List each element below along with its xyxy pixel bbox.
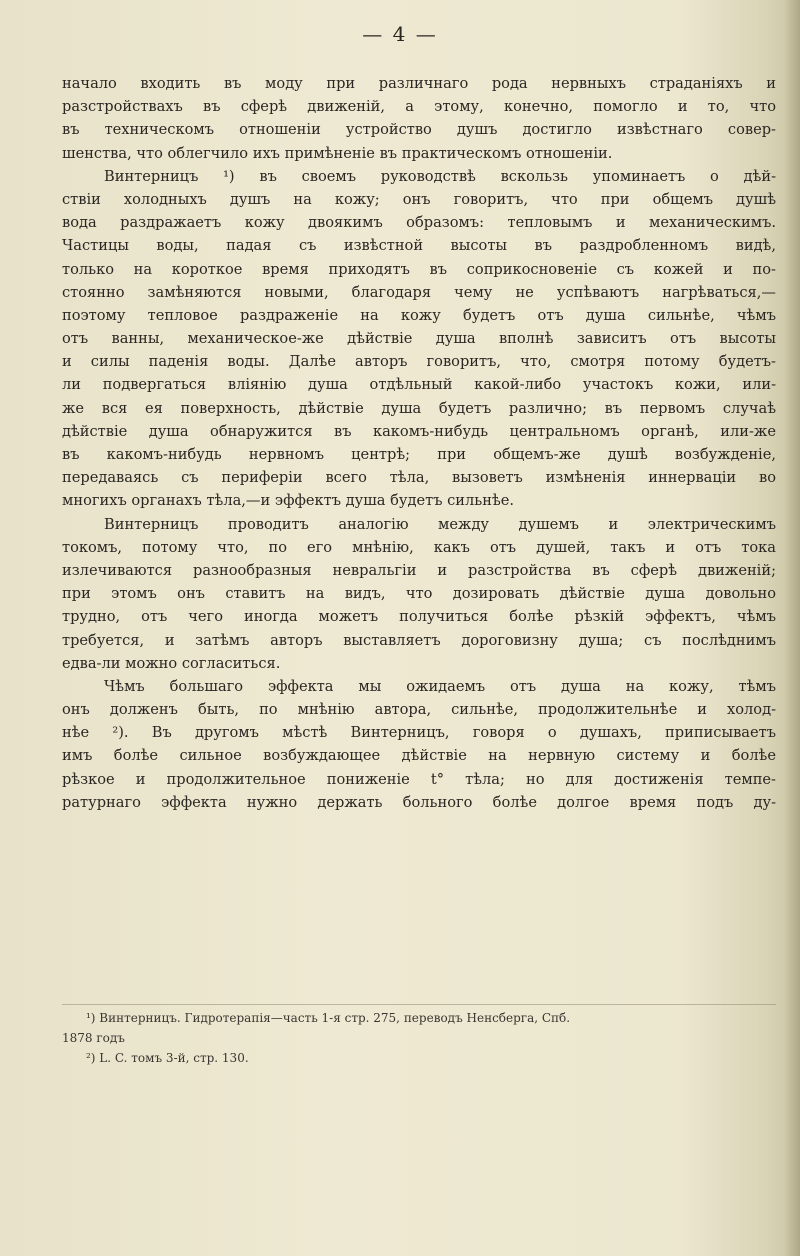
text-line: многихъ органахъ тѣла,—и эффектъ душа будетъ сильнѣе. — [62, 492, 515, 510]
text-line: онъ долженъ быть, по мнѣнію автора, сильнѣе, продолжительнѣе и холод- — [62, 701, 776, 719]
text-line: едва-ли можно согласиться. — [62, 654, 281, 672]
text-line: имъ болѣе сильное возбуждающее дѣйствіе на нервную систему и болѣе — [62, 747, 776, 765]
text-line: Частицы воды, падая съ извѣстной высоты въ раздробленномъ видѣ, — [62, 237, 776, 255]
text-line: Винтерницъ проводитъ аналогію между душемъ и электрическимъ — [104, 515, 776, 533]
text-line: въ техническомъ отношеніи устройство душъ достигло извѣстнаго совер- — [62, 121, 776, 139]
text-line: отъ ванны, механическое-же дѣйствіе душа вполнѣ зависитъ отъ высоты — [62, 330, 776, 348]
footnotes — [62, 1008, 776, 1068]
text-line: разстройствахъ въ сферѣ движеній, а этому, конечно, помогло и то, что — [62, 98, 776, 116]
text-line: стоянно замѣняются новыми, благодаря чему не успѣваютъ нагрѣваться,— — [62, 283, 776, 301]
text-line: поэтому тепловое раздраженіе на кожу будетъ отъ душа сильнѣе, чѣмъ — [62, 306, 776, 324]
text-line: только на короткое время приходятъ въ соприкосновеніе съ кожей и по- — [62, 260, 776, 278]
text-line: трудно, отъ чего иногда можетъ получиться болѣе рѣзкій эффектъ, чѣмъ — [62, 608, 776, 626]
page-edge-shadow — [784, 0, 800, 1256]
footnote-divider — [62, 1004, 776, 1005]
text-line: излечиваются разнообразныя невральгіи и разстройства въ сферѣ движеній; — [62, 561, 776, 579]
text-line: Чѣмъ большаго эффекта мы ожидаемъ отъ душа на кожу, тѣмъ — [104, 677, 776, 695]
footnote-line: ²) L. C. томъ 3-й, стр. 130. — [86, 1051, 249, 1065]
text-line: начало входить въ моду при различнаго рода нервныхъ страданіяхъ и — [62, 75, 776, 92]
text-line: передаваясь съ периферіи всего тѣла, вызоветъ измѣненія иннерваціи во — [62, 469, 776, 487]
text-line: токомъ, потому что, по его мнѣнію, какъ отъ душей, такъ и отъ тока — [62, 538, 776, 556]
footnote-line: 1878 годъ — [62, 1031, 125, 1045]
text-line: и силы паденія воды. Далѣе авторъ говоритъ, что, смотря потому будетъ- — [62, 353, 776, 371]
text-line: Винтерницъ ¹) въ своемъ руководствѣ вскользь упоминаетъ о дѣй- — [104, 167, 776, 185]
text-line: нѣе ²). Въ другомъ мѣстѣ Винтерницъ, говоря о душахъ, приписываетъ — [62, 724, 776, 742]
text-line: вода раздражаетъ кожу двоякимъ образомъ: тепловымъ и механическимъ. — [62, 214, 776, 232]
page-number: — 4 — — [362, 22, 438, 46]
text-line: шенства, что облегчило ихъ примѣненіе въ практическомъ отношеніи. — [62, 144, 613, 162]
text-line: требуется, и затѣмъ авторъ выставляетъ дороговизну душа; съ послѣднимъ — [62, 631, 776, 649]
text-line: дѣйствіе душа обнаружится въ какомъ-нибудь центральномъ органѣ, или-же — [62, 422, 776, 440]
text-line: рѣзкое и продолжительное пониженіе t° тѣла; но для достиженія темпе- — [62, 770, 776, 788]
text-line: въ какомъ-нибудь нервномъ центрѣ; при общемъ-же душѣ возбужденіе, — [62, 446, 776, 463]
text-line: ратурнаго эффекта нужно держать больного болѣе долгое время подъ ду- — [62, 793, 776, 811]
text-line: при этомъ онъ ставитъ на видъ, что дозировать дѣйствіе душа довольно — [62, 585, 776, 603]
text-line: же вся ея поверхность, дѣйствіе душа будетъ различно; въ первомъ случаѣ — [62, 399, 776, 417]
body-text — [62, 72, 776, 814]
text-line: ли подвергаться вліянію душа отдѣльный какой-либо участокъ кожи, или- — [62, 376, 776, 394]
footnote-line: ¹) Винтерницъ. Гидротерапія—часть 1-я стр. 275, переводъ Ненсберга, Спб. — [86, 1011, 571, 1025]
text-line: ствіи холодныхъ душъ на кожу; онъ говоритъ, что при общемъ душѣ — [62, 190, 776, 208]
